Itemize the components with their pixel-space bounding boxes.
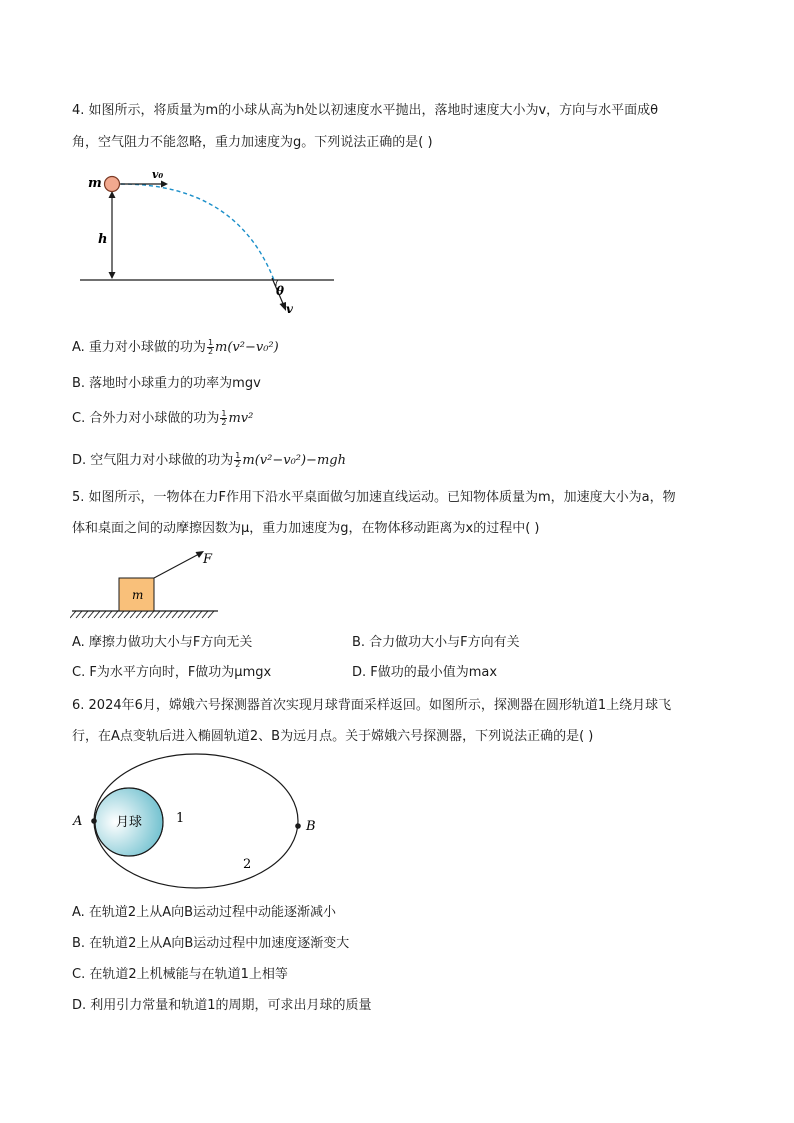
block-label-m: m (132, 588, 144, 602)
label-h: h (98, 232, 108, 247)
q4-option-d: D. 空气阻力对小球做的功为 $\frac{1}{2}$ m(v²−v₀²)−mgh (72, 451, 346, 469)
hatch-mark (202, 611, 208, 618)
hatch-mark (94, 611, 100, 618)
label-v0: v₀ (152, 168, 164, 181)
hatch-mark (88, 611, 94, 618)
q4-option-b: B. 落地时小球重力的功率为mgv (72, 376, 261, 391)
q6-option-b: B. 在轨道2上从A向B运动过程中加速度逐渐变大 (72, 936, 350, 951)
q6-stem-line2: 行，在A点变轨后进入椭圆轨道2、B为远月点。关于嫦娥六号探测器，下列说法正确的是( ) (72, 729, 594, 744)
q5-block-figure (70, 544, 230, 624)
q4-stem-line1: 4. 如图所示，将质量为m的小球从高为h处以初速度水平抛出，落地时速度大小为v，方向与水平面成θ (72, 103, 659, 118)
height-arrow-bottom-head (109, 272, 116, 279)
hatch-mark (160, 611, 166, 618)
label-F: F (203, 552, 213, 567)
point-B-dot (295, 823, 301, 829)
ball (105, 177, 120, 192)
q5-stem-line2: 体和桌面之间的动摩擦因数为μ，重力加速度为g，在物体移动距离为x的过程中( ) (72, 521, 540, 536)
hatch-mark (184, 611, 190, 618)
hatch-mark (124, 611, 130, 618)
q6-option-a: A. 在轨道2上从A向B运动过程中动能逐渐减小 (72, 905, 337, 920)
hatch-mark (76, 611, 82, 618)
label-v: v (286, 302, 293, 316)
label-B: B (306, 819, 316, 834)
fraction-half: $\frac{1}{2}$ (235, 451, 241, 469)
hatch-mark (130, 611, 136, 618)
label-orbit-1: 1 (176, 811, 185, 826)
q6-orbit-figure (66, 750, 336, 890)
fraction-half: $\frac{1}{2}$ (221, 409, 227, 427)
hatch-mark (196, 611, 202, 618)
label-A: A (73, 814, 83, 829)
q4-projectile-figure (76, 166, 346, 318)
hatch-mark (190, 611, 196, 618)
table-hatching (70, 611, 214, 618)
q5-option-a: A. 摩擦力做功大小与F方向无关 (72, 635, 253, 650)
hatch-mark (82, 611, 88, 618)
v0-arrow-head (161, 181, 168, 188)
q6-stem-line1: 6. 2024年6月，嫦娥六号探测器首次实现月球背面采样返回。如图所示，探测器在圆形轨道1上绕月球飞 (72, 698, 672, 713)
hatch-mark (106, 611, 112, 618)
hatch-mark (136, 611, 142, 618)
q4-stem-line2: 角，空气阻力不能忽略，重力加速度为g。下列说法正确的是( ) (72, 135, 433, 150)
label-orbit-2: 2 (243, 857, 252, 872)
fraction-half: $\frac{1}{2}$ (207, 338, 214, 356)
q6-option-c: C. 在轨道2上机械能与在轨道1上相等 (72, 967, 288, 982)
hatch-mark (70, 611, 76, 618)
q5-stem-line1: 5. 如图所示，一物体在力F作用下沿水平桌面做匀加速直线运动。已知物体质量为m，加速度大小为a，物 (72, 490, 676, 505)
label-m: m (88, 176, 102, 191)
label-theta: θ (276, 284, 285, 298)
force-arrow (154, 554, 199, 578)
hatch-mark (118, 611, 124, 618)
hatch-mark (166, 611, 172, 618)
trajectory-curve (121, 184, 274, 280)
hatch-mark (178, 611, 184, 618)
hatch-mark (112, 611, 118, 618)
q5-option-d: D. F做功的最小值为max (352, 665, 498, 680)
point-A-dot (91, 818, 97, 824)
label-moon: 月球 (116, 815, 143, 830)
q4-option-a: A. 重力对小球做的功为 $\frac{1}{2}$ m(v²−v₀²) (72, 338, 279, 356)
hatch-mark (208, 611, 214, 618)
q6-option-d: D. 利用引力常量和轨道1的周期，可求出月球的质量 (72, 998, 372, 1013)
q5-option-c: C. F为水平方向时，F做功为μmgx (72, 665, 272, 680)
hatch-mark (142, 611, 148, 618)
hatch-mark (148, 611, 154, 618)
q4-option-c: C. 合外力对小球做的功为 $\frac{1}{2}$ mv² (72, 409, 254, 427)
hatch-mark (154, 611, 160, 618)
hatch-mark (172, 611, 178, 618)
q5-option-b: B. 合力做功大小与F方向有关 (352, 635, 520, 650)
hatch-mark (100, 611, 106, 618)
